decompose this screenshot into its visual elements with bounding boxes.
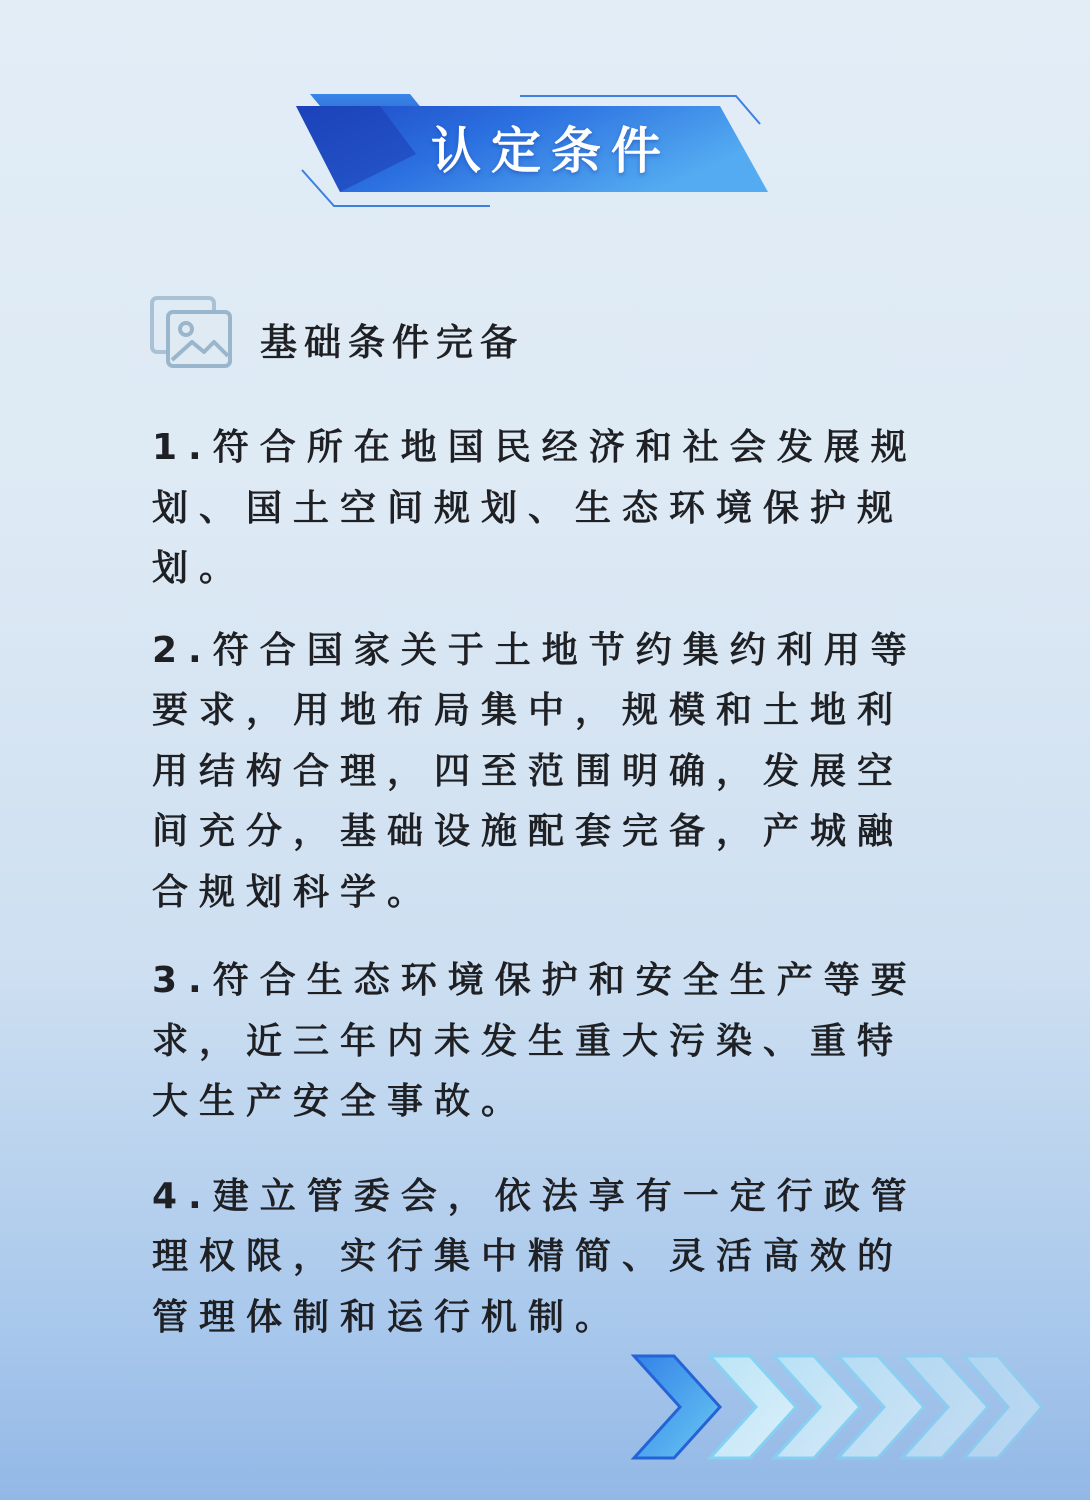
image-icon xyxy=(150,296,232,370)
section-title: 基础条件完备 xyxy=(260,321,524,364)
chevron-right-icon xyxy=(628,1352,1048,1462)
condition-list xyxy=(152,418,922,1348)
condition-item: 2.符合国家关于土地节约集约利用等要求，用地布局集中，规模和土地利用结构合理，四至范围明确，发展空间充分，基础设施配套完备，产城融合规划科学。 xyxy=(152,629,918,913)
section-heading xyxy=(150,296,750,372)
banner-title: 认定条件 xyxy=(431,122,671,180)
condition-item: 3.符合生态环境保护和安全生产等要求，近三年内未发生重大污染、重特大生产安全事故。 xyxy=(152,960,918,1122)
condition-item: 4.建立管委会，依法享有一定行政管理权限，实行集中精简、灵活高效的管理体制和运行机制。 xyxy=(152,1175,918,1338)
title-banner xyxy=(290,84,780,210)
condition-item: 1.符合所在地国民经济和社会发展规划、国土空间规划、生态环境保护规划。 xyxy=(152,427,918,589)
